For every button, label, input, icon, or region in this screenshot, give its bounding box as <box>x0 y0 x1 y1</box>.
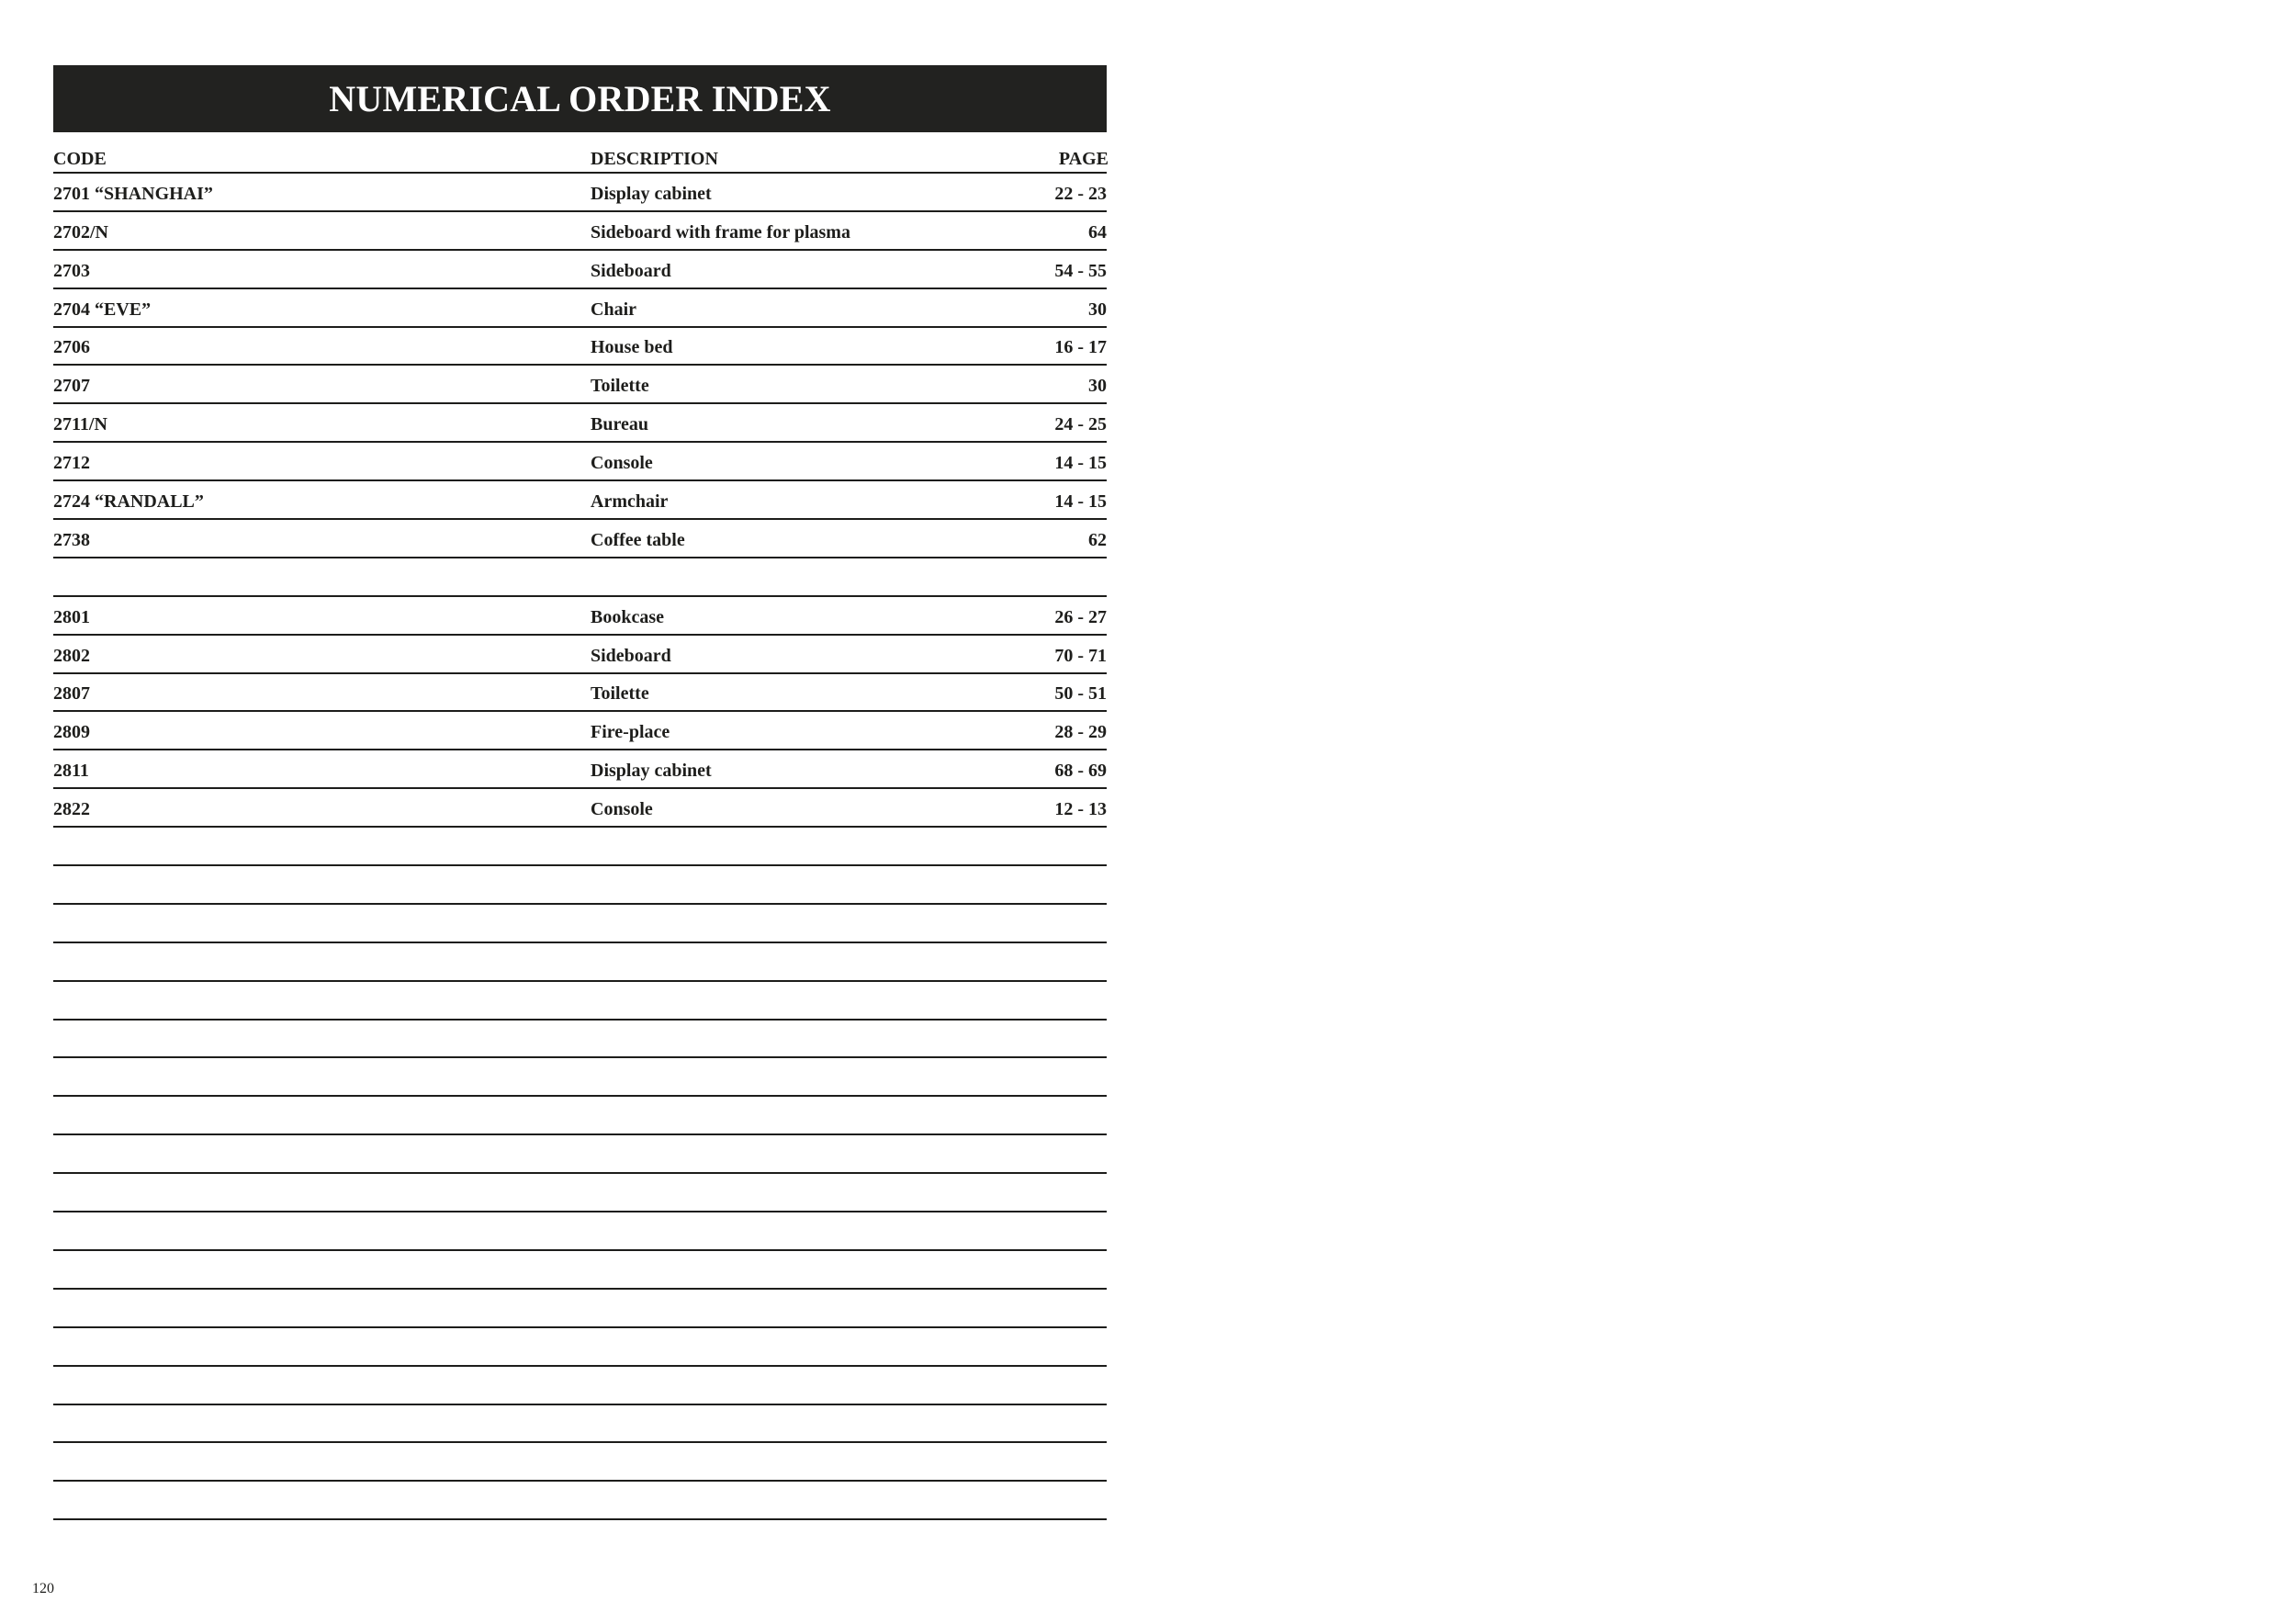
table-row <box>53 750 1107 789</box>
table-row <box>53 251 1107 289</box>
row-description: Coffee table <box>591 529 685 550</box>
table-row <box>53 1058 1107 1097</box>
row-code: 2701 “SHANGHAI” <box>53 183 213 204</box>
row-code: 2801 <box>53 606 90 627</box>
table-row <box>53 443 1107 481</box>
row-description: Armchair <box>591 491 669 513</box>
table-row <box>53 905 1107 943</box>
row-code: 2706 <box>53 337 90 358</box>
row-page: 16 - 17 <box>1054 337 1107 358</box>
row-description: Toilette <box>591 376 649 397</box>
row-description: Fire-place <box>591 722 670 743</box>
row-page: 12 - 13 <box>1054 799 1107 820</box>
table-row <box>53 404 1107 443</box>
table-row <box>53 174 1107 212</box>
row-code: 2712 <box>53 453 90 474</box>
row-code: 2822 <box>53 799 90 820</box>
row-page: 30 <box>1088 376 1107 397</box>
row-page: 70 - 71 <box>1054 645 1107 666</box>
row-page: 62 <box>1088 529 1107 550</box>
row-page: 50 - 51 <box>1054 683 1107 705</box>
column-header-code: CODE <box>53 149 107 169</box>
table-row <box>53 1251 1107 1290</box>
table-row <box>53 636 1107 674</box>
row-page: 30 <box>1088 299 1107 320</box>
table-header <box>53 134 1107 174</box>
row-code: 2724 “RANDALL” <box>53 491 204 513</box>
table-row <box>53 481 1107 520</box>
row-code: 2707 <box>53 376 90 397</box>
row-page: 22 - 23 <box>1054 183 1107 204</box>
table-row <box>53 943 1107 982</box>
row-code: 2809 <box>53 722 90 743</box>
title-banner <box>53 65 1107 132</box>
table-row <box>53 1443 1107 1482</box>
page-number: 120 <box>32 1581 54 1596</box>
page-title: NUMERICAL ORDER INDEX <box>329 77 831 119</box>
row-page: 14 - 15 <box>1054 491 1107 513</box>
row-page: 14 - 15 <box>1054 453 1107 474</box>
table-row <box>53 674 1107 713</box>
table-row <box>53 1482 1107 1520</box>
row-description: Bureau <box>591 414 648 435</box>
row-code: 2711/N <box>53 414 107 435</box>
row-description: Display cabinet <box>591 183 712 204</box>
table-row <box>53 520 1107 558</box>
row-page: 26 - 27 <box>1054 606 1107 627</box>
row-code: 2703 <box>53 260 90 281</box>
row-page: 64 <box>1088 221 1107 242</box>
row-description: Sideboard <box>591 645 671 666</box>
row-description: Sideboard <box>591 260 671 281</box>
row-code: 2738 <box>53 529 90 550</box>
row-description: House bed <box>591 337 673 358</box>
row-page: 54 - 55 <box>1054 260 1107 281</box>
column-header-page: PAGE <box>1058 149 1109 169</box>
index-table <box>53 134 1107 1520</box>
table-row <box>53 866 1107 905</box>
row-code: 2811 <box>53 761 89 782</box>
column-header-description: DESCRIPTION <box>591 149 718 169</box>
table-row <box>53 1328 1107 1367</box>
table-row <box>53 1212 1107 1251</box>
row-description: Bookcase <box>591 606 664 627</box>
row-description: Console <box>591 799 653 820</box>
row-page: 68 - 69 <box>1054 761 1107 782</box>
table-row <box>53 1367 1107 1405</box>
row-description: Toilette <box>591 683 649 705</box>
row-description: Console <box>591 453 653 474</box>
table-row <box>53 1135 1107 1174</box>
table-row <box>53 212 1107 251</box>
row-page: 24 - 25 <box>1054 414 1107 435</box>
table-row <box>53 289 1107 328</box>
table-row <box>53 1174 1107 1212</box>
table-body <box>53 174 1107 1520</box>
table-row <box>53 828 1107 866</box>
table-row <box>53 328 1107 367</box>
row-description: Sideboard with frame for plasma <box>591 221 850 242</box>
table-row <box>53 558 1107 597</box>
row-code: 2702/N <box>53 221 108 242</box>
row-code: 2704 “EVE” <box>53 299 152 320</box>
table-row <box>53 982 1107 1021</box>
table-row <box>53 1021 1107 1059</box>
table-row <box>53 1097 1107 1135</box>
table-row <box>53 789 1107 828</box>
table-row <box>53 712 1107 750</box>
row-code: 2807 <box>53 683 90 705</box>
row-page: 28 - 29 <box>1054 722 1107 743</box>
row-description: Display cabinet <box>591 761 712 782</box>
table-row <box>53 366 1107 404</box>
table-row <box>53 1290 1107 1328</box>
row-description: Chair <box>591 299 636 320</box>
row-code: 2802 <box>53 645 90 666</box>
table-row <box>53 597 1107 636</box>
table-row <box>53 1405 1107 1444</box>
